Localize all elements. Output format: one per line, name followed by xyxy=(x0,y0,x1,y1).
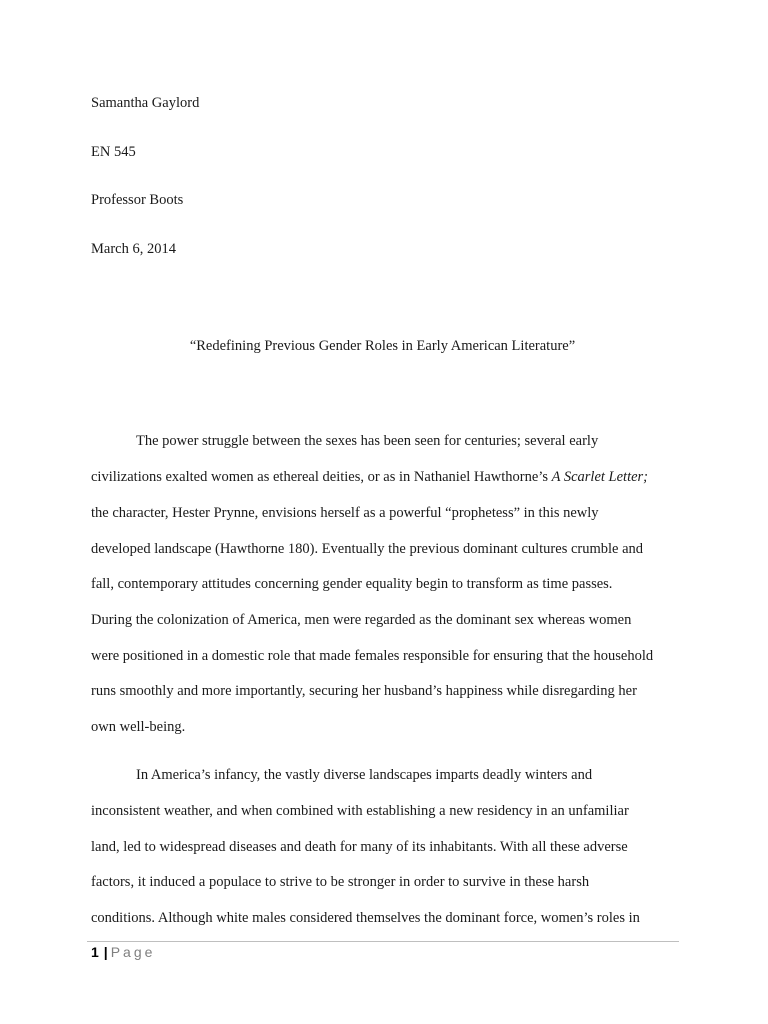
body-line: runs smoothly and more importantly, securing her husband’s happiness while disregarding her xyxy=(91,683,637,699)
body-line: developed landscape (Hawthorne 180). Eventually the previous dominant cultures crumble and xyxy=(91,541,644,557)
body-line: In America’s infancy, the vastly diverse landscapes imparts deadly winters and xyxy=(136,767,593,783)
body-line: factors, it induced a populace to strive to be stronger in order to survive in these harsh xyxy=(91,874,590,890)
page-separator: | xyxy=(103,944,108,960)
body-line: The power struggle between the sexes has been seen for centuries; several early xyxy=(136,433,599,449)
course-code: EN 545 xyxy=(91,144,136,160)
author-name: Samantha Gaylord xyxy=(91,95,200,111)
essay-title: “Redefining Previous Gender Roles in Early American Literature” xyxy=(189,338,576,354)
footer-divider xyxy=(87,941,679,942)
body-line: inconsistent weather, and when combined with establishing a new residency in an unfamiliar xyxy=(91,803,629,819)
body-line: land, led to widespread diseases and death for many of its inhabitants. With all these adverse xyxy=(91,839,628,855)
body-line: conditions. Although white males considered themselves the dominant force, women’s roles in xyxy=(91,910,640,926)
body-line: fall, contemporary attitudes concerning gender equality begin to transform as time passes. xyxy=(91,576,613,592)
body-line: were positioned in a domestic role that made females responsible for ensuring that the household xyxy=(91,648,654,664)
book-title-italic: A Scarlet Letter; xyxy=(551,469,649,485)
page-number: 1 xyxy=(91,944,99,960)
professor-name: Professor Boots xyxy=(91,192,184,208)
body-line-text: civilizations exalted women as ethereal deities, or as in Nathaniel Hawthorne’s xyxy=(91,469,552,485)
body-line: own well-being. xyxy=(91,719,186,735)
body-line xyxy=(91,468,648,486)
body-line: During the colonization of America, men were regarded as the dominant sex whereas women xyxy=(91,612,632,628)
essay-date: March 6, 2014 xyxy=(91,241,176,257)
page-label: Page xyxy=(110,944,156,960)
page-footer xyxy=(91,943,155,961)
body-line: the character, Hester Prynne, envisions herself as a powerful “prophetess” in this newly xyxy=(91,505,599,521)
